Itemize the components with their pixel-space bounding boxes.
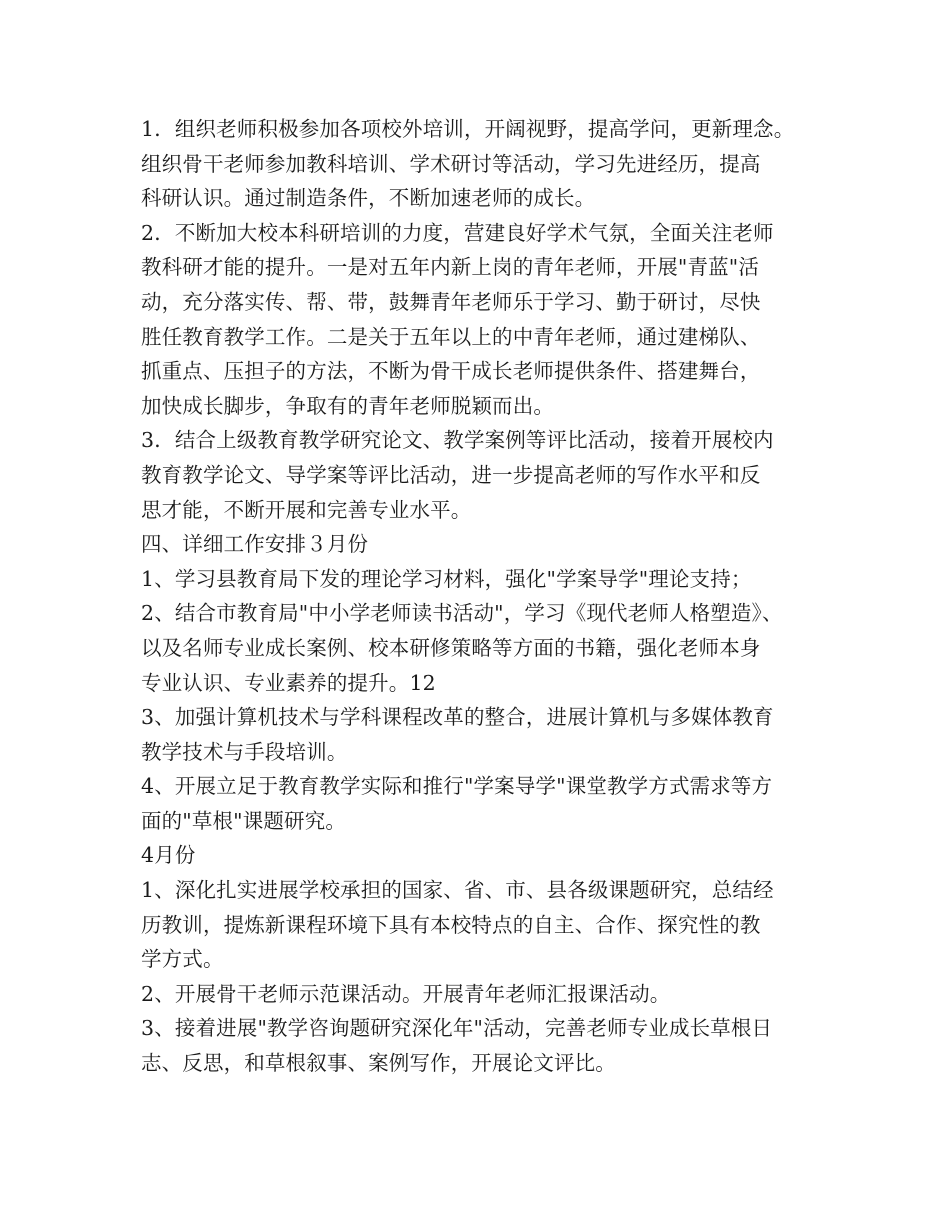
text-line: 科研认识。通过制造条件，不断加速老师的成长。 <box>141 186 596 211</box>
text-line: 2、结合市教育局"中小学老师读书活动"，学习《现代老师人格塑造》、 <box>141 601 783 626</box>
text-line: 面的"草根"课题研究。 <box>141 808 347 833</box>
text-line: 教育教学论文、导学案等评比活动，进一步提高老师的写作水平和反 <box>141 462 761 487</box>
document-body <box>141 112 841 1081</box>
text-line: 2．不断加大校本科研培训的力度，营建良好学术气氛，全面关注老师 <box>141 220 774 245</box>
text-line: 思才能，不断开展和完善专业水平。 <box>141 497 472 522</box>
text-line: 动，充分落实传、帮、带，鼓舞青年老师乐于学习、勤于研讨，尽快 <box>141 289 761 314</box>
text-line: 教学技术与手段培训。 <box>141 739 348 764</box>
text-line: 1、学习县教育局下发的理论学习材料，强化"学案导学"理论支持； <box>141 566 752 591</box>
text-line: 教科研才能的提升。一是对五年内新上岗的青年老师，开展"青蓝"活 <box>141 255 760 280</box>
text-line: 组织骨干老师参加教科培训、学术研讨等活动，学习先进经历，提高 <box>141 151 761 176</box>
text-line: 志、反思，和草根叙事、案例写作，开展论文评比。 <box>141 1051 616 1076</box>
text-line: 1．组织老师积极参加各项校外培训，开阔视野，提高学问，更新理念。 <box>141 117 795 141</box>
text-line: 2、开展骨干老师示范课活动。开展青年老师汇报课活动。 <box>141 981 671 1006</box>
text-line: 3、加强计算机技术与学科课程改革的整合，进展计算机与多媒体教育 <box>141 705 774 730</box>
text-line: 抓重点、压担子的方法，不断为骨干成长老师提供条件、搭建舞台， <box>141 359 761 384</box>
text-line: 胜任教育教学工作。二是关于五年以上的中青年老师，通过建梯队、 <box>141 324 761 349</box>
text-line: 4、开展立足于教育教学实际和推行"学案导学"课堂教学方式需求等方 <box>141 774 773 799</box>
text-line: 3、接着进展"教学咨询题研究深化年"活动，完善老师专业成长草根日 <box>141 1016 773 1041</box>
text-line: 专业认识、专业素养的提升。12 <box>141 670 436 695</box>
text-line: 历教训，提炼新课程环境下具有本校特点的自主、合作、探究性的教 <box>141 912 761 937</box>
text-line: 四、详细工作安排３月份 <box>141 532 369 557</box>
text-line: 1、深化扎实进展学校承担的国家、省、市、县各级课题研究，总结经 <box>141 878 774 903</box>
text-line: 以及名师专业成长案例、校本研修策略等方面的书籍，强化老师本身 <box>141 635 761 660</box>
text-line: 学方式。 <box>141 947 224 972</box>
text-line: 加快成长脚步，争取有的青年老师脱颖而出。 <box>141 393 554 418</box>
text-line: 4月份 <box>141 843 196 868</box>
text-line: 3．结合上级教育教学研究论文、教学案例等评比活动，接着开展校内 <box>141 428 774 453</box>
